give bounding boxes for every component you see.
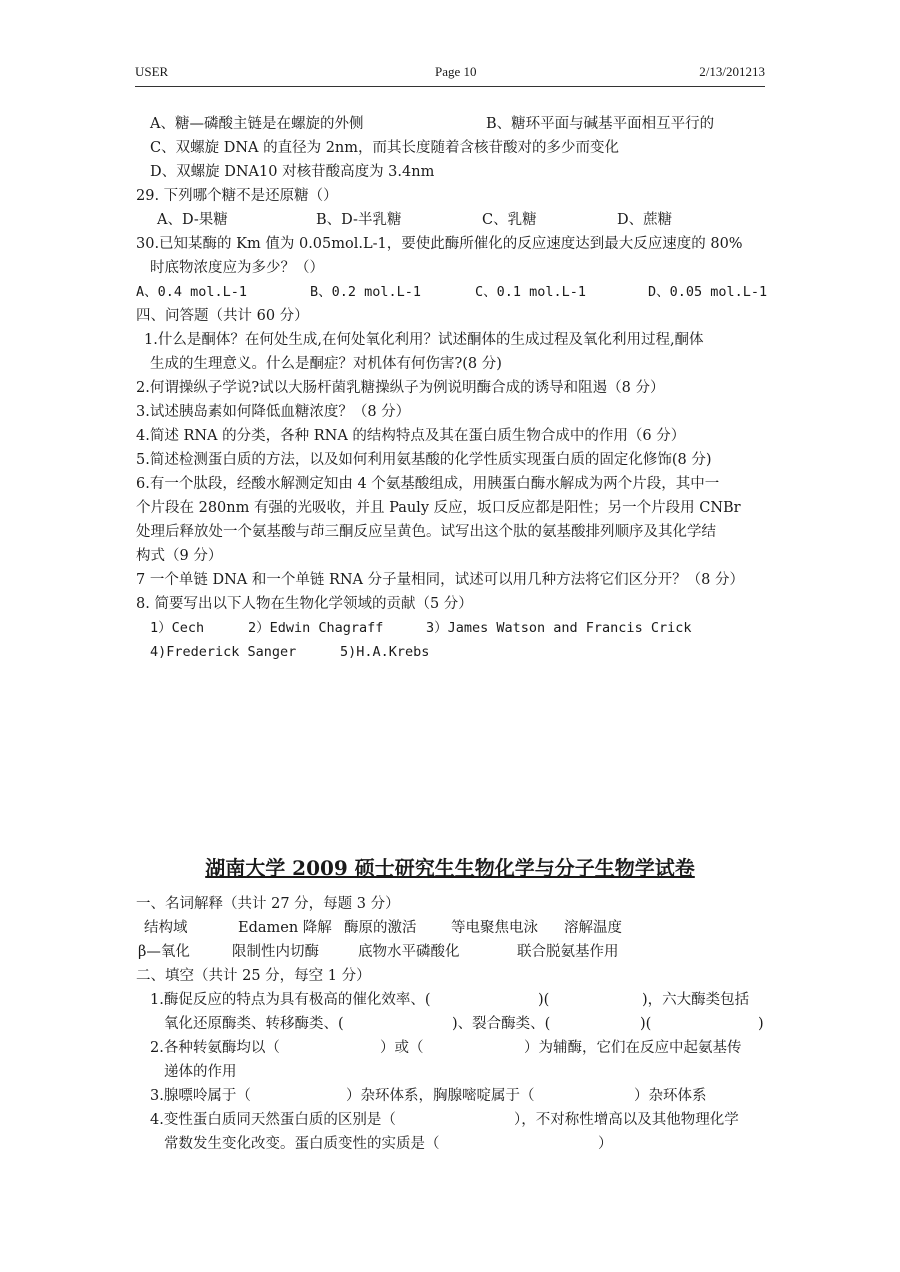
fill-q3-c: ）杂环体系	[634, 1088, 707, 1104]
q29-stem: 29. 下列哪个糖不是还原糖（）	[136, 188, 338, 204]
term-edman: Edamen 降解	[238, 920, 332, 936]
q29-option-b: B、D-半乳糖	[316, 212, 402, 228]
exam-title: 湖南大学 2009 硕士研究生生物化学与分子生物学试卷	[205, 856, 695, 880]
term-zymogen: 酶原的激活	[344, 920, 417, 936]
fill-q1-b: )(	[538, 992, 550, 1008]
person-chargaff: 2）Edwin Chagraff	[248, 620, 384, 636]
part4-q1-line2: 生成的生理意义。什么是酮症？对机体有何伤害?(8 分)	[150, 356, 502, 372]
option-d-line: D、双螺旋 DNA10 对核苷酸高度为 3.4nm	[150, 164, 435, 180]
fill-q1-c: )，六大酶类包括	[642, 992, 750, 1008]
q29-option-c: C、乳糖	[482, 212, 537, 228]
fill-q1-a: 1.酶促反应的特点为具有极高的催化效率、(	[150, 992, 431, 1008]
fill-q3-b: ）杂环体系，胸腺嘧啶属于（	[346, 1088, 535, 1104]
q30-option-b: B、0.2 mol.L-1	[310, 284, 422, 300]
part4-q4: 4.简述 RNA 的分类，各种 RNA 的结构特点及其在蛋白质生物合成中的作用（6 分）	[136, 428, 686, 444]
term-deamination: 联合脱氨基作用	[517, 944, 619, 960]
person-sanger: 4)Frederick Sanger	[150, 644, 297, 660]
option-c-line: C、双螺旋 DNA 的直径为 2nm，而其长度随着含核苷酸对的多少而变化	[150, 140, 620, 156]
part1-title: 一、名词解释（共计 27 分，每题 3 分）	[136, 896, 400, 912]
part4-q5: 5.简述检测蛋白质的方法，以及如何利用氨基酸的化学性质实现蛋白质的固定化修饰(8 分)	[136, 452, 712, 468]
fill-q1-d: 氧化还原酶类、转移酶类、(	[164, 1016, 344, 1032]
part4-title: 四、问答题（共计 60 分）	[136, 308, 309, 324]
part4-q7: 7 一个单链 DNA 和一个单链 RNA 分子量相同，试述可以用几种方法将它们区分开？（8 分）	[136, 572, 744, 588]
part4-q6-line2: 个片段在 280nm 有强的光吸收，并且 Pauly 反应，坂口反应都是阳性；另一个片段用 CNBr	[136, 500, 741, 516]
fill-q2-d: 递体的作用	[164, 1064, 237, 1080]
person-cech: 1）Cech	[150, 620, 205, 636]
option-a-line: A、糖—磷酸主链是在螺旋的外侧	[150, 116, 364, 132]
fill-q1-f: )(	[640, 1016, 652, 1032]
header-page-number: Page 10	[435, 64, 477, 79]
q29-option-a: A、D-果糖	[157, 212, 228, 228]
q30-option-d: D、0.05 mol.L-1	[648, 284, 768, 300]
term-ief: 等电聚焦电泳	[451, 920, 538, 936]
part4-q6-line1: 6.有一个肽段，经酸水解测定知由 4 个氨基酸组成，用胰蛋白酶水解成为两个片段，其中一	[136, 476, 720, 492]
term-restriction-enzyme: 限制性内切酶	[232, 944, 319, 960]
q29-option-d: D、蔗糖	[617, 212, 673, 228]
fill-q1-e: )、裂合酶类、(	[452, 1016, 551, 1032]
fill-q4-c: 常数发生变化改变。蛋白质变性的实质是（	[164, 1136, 440, 1152]
q30-option-c: C、0.1 mol.L-1	[475, 284, 587, 300]
fill-q3-a: 3.腺嘌呤属于（	[150, 1088, 251, 1104]
fill-q1-g: )	[758, 1016, 764, 1032]
fill-q4-b: ），不对称性增高以及其他物理化学	[514, 1112, 739, 1128]
part4-q6-line3: 处理后释放处一个氨基酸与茚三酮反应呈黄色。试写出这个肽的氨基酸排列顺序及其化学结	[136, 524, 716, 540]
term-melting: 溶解温度	[564, 920, 622, 936]
part2-title: 二、填空（共计 25 分，每空 1 分）	[136, 968, 371, 984]
fill-q4-a: 4.变性蛋白质同天然蛋白质的区别是（	[150, 1112, 396, 1128]
q30-stem-line1: 30.已知某酶的 Km 值为 0.05mol.L-1，要使此酶所催化的反应速度达到最大反应速度的 80%	[136, 236, 743, 252]
term-beta-oxidation: β—氧化	[138, 944, 190, 960]
q30-stem-line2: 时底物浓度应为多少？（）	[150, 260, 324, 276]
fill-q2-a: 2.各种转氨酶均以（	[150, 1040, 280, 1056]
person-krebs: 5)H.A.Krebs	[340, 644, 430, 660]
person-watson-crick: 3）James Watson and Francis Crick	[426, 620, 692, 636]
fill-q2-b: ）或（	[380, 1040, 424, 1056]
part4-q6-line4: 构式（9 分）	[136, 548, 223, 564]
page-header	[135, 64, 765, 86]
fill-q4-d: ）	[598, 1136, 613, 1152]
q30-option-a: A、0.4 mol.L-1	[136, 284, 248, 300]
part4-q1-line1: 1.什么是酮体？在何处生成,在何处氧化利用？试述酮体的生成过程及氧化利用过程,酮体	[144, 332, 704, 348]
term-domain: 结构域	[144, 920, 188, 936]
option-b-line: B、糖环平面与碱基平面相互平行的	[486, 116, 715, 132]
fill-q2-c: ）为辅酶，它们在反应中起氨基传	[524, 1040, 742, 1056]
header-user: USER	[135, 64, 169, 79]
part4-q8: 8. 简要写出以下人物在生物化学领域的贡献（5 分）	[136, 596, 473, 612]
part4-q3: 3.试述胰岛素如何降低血糖浓度？（8 分）	[136, 404, 411, 420]
header-rule	[135, 86, 765, 87]
term-substrate-phosphorylation: 底物水平磷酸化	[358, 944, 460, 960]
header-date: 2/13/201213	[699, 64, 765, 79]
part4-q2: 2.何谓操纵子学说?试以大肠杆菌乳糖操纵子为例说明酶合成的诱导和阻遏（8 分）	[136, 380, 665, 396]
